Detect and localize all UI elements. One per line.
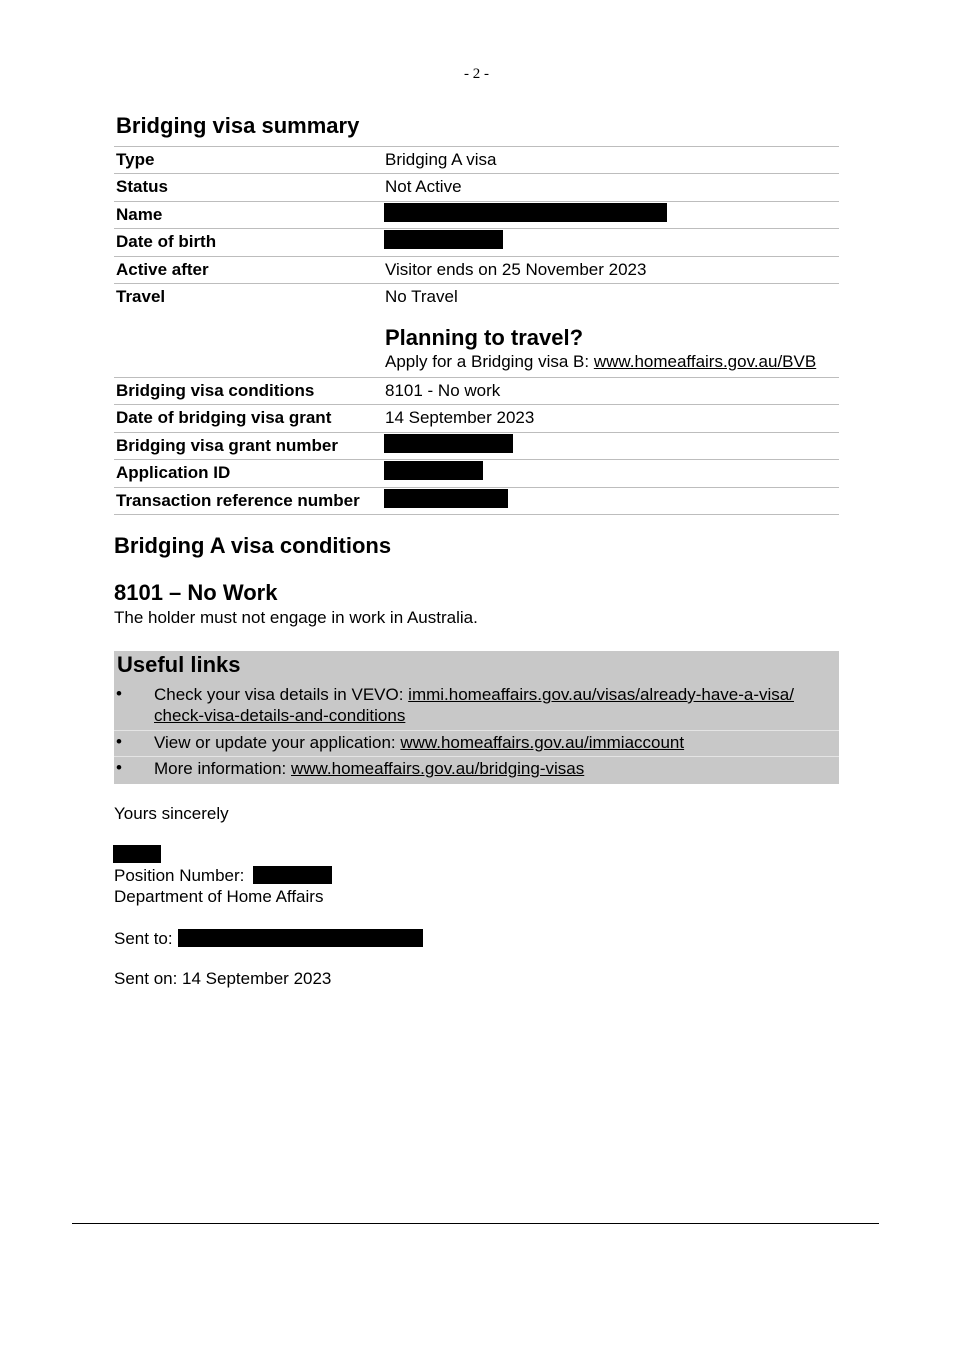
- redaction-block: [384, 203, 667, 222]
- useful-links-title: Useful links: [117, 652, 241, 677]
- footer-divider: [72, 1223, 879, 1224]
- condition-title: 8101 – No Work: [114, 580, 278, 605]
- redaction-block: [384, 489, 508, 508]
- row-label: Travel: [116, 287, 166, 306]
- sent-on: Sent on: 14 September 2023: [114, 969, 332, 988]
- summary-row-dob: [114, 228, 839, 256]
- link-lead: More information:: [154, 759, 291, 778]
- bvb-link[interactable]: www.homeaffairs.gov.au/BVB: [593, 352, 817, 371]
- sent-to-label: Sent to:: [114, 929, 173, 948]
- planning-text: [385, 352, 816, 372]
- summary-row-grant-number: [114, 432, 839, 460]
- row-label: Application ID: [116, 463, 231, 482]
- summary-row-transaction-ref: [114, 487, 839, 515]
- divider: [114, 756, 839, 757]
- page-number: - 2 -: [464, 66, 489, 82]
- row-value: 14 September 2023: [385, 408, 535, 427]
- useful-link-text: [154, 758, 834, 779]
- row-label: Type: [116, 150, 155, 169]
- row-value: Bridging A visa: [385, 150, 497, 169]
- planning-title: Planning to travel?: [385, 325, 584, 350]
- position-label: Position Number:: [114, 866, 245, 885]
- row-label: Active after: [116, 260, 209, 279]
- row-label: Bridging visa conditions: [116, 381, 315, 400]
- position-redaction: [253, 866, 332, 884]
- link-lead: View or update your application:: [154, 733, 401, 752]
- conditions-title: Bridging A visa conditions: [114, 533, 392, 558]
- sent-to: [114, 929, 173, 949]
- summary-title: Bridging visa summary: [116, 113, 360, 138]
- department-name: Department of Home Affairs: [114, 887, 324, 906]
- row-value: 8101 - No work: [385, 381, 501, 400]
- redaction-block: [384, 230, 503, 249]
- bullet-icon: •: [116, 684, 122, 703]
- immiaccount-link[interactable]: www.homeaffairs.gov.au/immiaccount: [400, 733, 685, 752]
- position-number: [114, 866, 244, 886]
- row-label: Transaction reference number: [116, 491, 360, 510]
- row-value: No Travel: [385, 287, 458, 306]
- row-label: Date of birth: [116, 232, 217, 251]
- summary-row-application-id: [114, 459, 839, 487]
- signature-redaction: [113, 845, 161, 863]
- row-value: Visitor ends on 25 November 2023: [385, 260, 647, 279]
- useful-link-item: [114, 684, 839, 728]
- vevo-link[interactable]: immi.homeaffairs.gov.au/visas/already-have-a-visa/: [408, 685, 794, 704]
- row-label: Status: [116, 177, 168, 196]
- condition-text: The holder must not engage in work in Australia.: [114, 608, 478, 627]
- summary-row-conditions: [114, 377, 839, 405]
- planning-to-travel: [385, 325, 816, 372]
- row-label: Name: [116, 205, 163, 224]
- link-lead: Check your visa details in VEVO:: [154, 685, 409, 704]
- useful-link-item: [114, 758, 839, 782]
- summary-row-name: [114, 201, 839, 229]
- bullet-icon: •: [116, 758, 122, 777]
- bridging-visas-link[interactable]: www.homeaffairs.gov.au/bridging-visas: [291, 759, 585, 778]
- useful-link-text: [154, 732, 834, 753]
- row-value: Not Active: [385, 177, 462, 196]
- summary-row-grant-date: [114, 404, 839, 432]
- useful-link-text: [154, 684, 834, 726]
- bullet-icon: •: [116, 732, 122, 751]
- redaction-block: [384, 461, 483, 480]
- table-bottom-divider: [114, 514, 839, 515]
- useful-links-box: [114, 651, 839, 784]
- divider: [114, 730, 839, 731]
- redaction-block: [384, 434, 513, 453]
- closing-text: Yours sincerely: [114, 804, 229, 823]
- summary-row-type: [114, 146, 839, 174]
- row-label: Bridging visa grant number: [116, 436, 338, 455]
- planning-lead: Apply for a Bridging visa B:: [385, 352, 594, 371]
- sent-to-redaction: [178, 929, 423, 947]
- summary-row-status: [114, 173, 839, 201]
- row-label: Date of bridging visa grant: [116, 408, 332, 427]
- useful-link-item: [114, 732, 839, 756]
- vevo-link-continued[interactable]: check-visa-details-and-conditions: [154, 706, 406, 725]
- summary-row-active-after: [114, 256, 839, 284]
